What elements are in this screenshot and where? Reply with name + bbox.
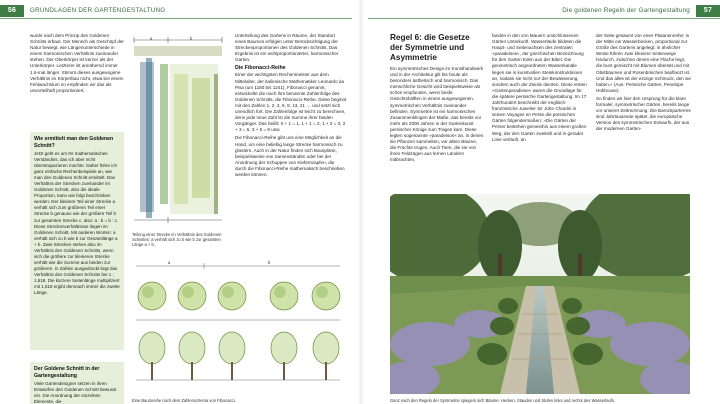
fig-label-a-top: a xyxy=(150,36,153,41)
rule6-heading: Regel 6: die Gesetze der Symmetrie und Asymmetrie xyxy=(390,33,470,62)
right-col3 xyxy=(596,33,692,135)
box1-heading: Wie ermittelt man den Goldenen Schnitt? xyxy=(34,136,114,149)
fibonacci-tree-drawing xyxy=(130,262,346,396)
golden-ratio-box xyxy=(30,132,124,350)
right-col2-text: fanden in den von Mauern umschlossenen Gärten Unterkunft. Wasserläufe bildeten die Haupt- und Seitenachsen des zentralen »paradeisos«, der griechischen Bezeichnung für den Garten Eden aus der Bibel. Die geometrisch angeordneten Wasserkanäle liegen sie in kunstvollen Steinkonstruktionen an, sodass sie nicht nur der Bewässerung, sondern auch der Zierde dienten. Diese ersten »Gartenparadiese« waren die Grundlage für die spätere persische Gartengestaltung. Im 17. Jahrhundert beschreibt der englisch-französische Juwelier Sir John Chardin in seinen Voyages en Perse die persischen Gärten folgendermaßen: »Die Gärten der Perser bestehen gemeinhin aus einem großen Weg, der den Garten zweiteilt und in gerader Linie verläuft, an xyxy=(492,33,588,142)
fibonacci-tree-figure xyxy=(130,262,346,396)
right-col3-text-2: So finden wir hier den Ursprung für die klare formaler, symmetrischer Gärten, bereits lange vor unserer Zeitrechnung. Die Barockparterres sind Jahrtausende später, die europäische Version des symmetrischen Entwurfs, der aus der modernen Garten- xyxy=(596,95,691,132)
left-header-rule xyxy=(0,18,352,19)
fibonacci-text-2: Die Fibonacci-Reihe gibt uns eine Möglichkeit an die Hand, um eine beliebig lange Strecke harmonisch zu gliedern. Auch in der Natur finden sich Bauspläne, beispielsweise von Samenständen oder bei der Anordnung der Schuppen von Kiefernzapfen, die durch die Fibonacci-Reihe mathematisch beschrieben werden können. xyxy=(235,135,345,177)
box2-heading: Der Goldene Schnitt in der Gartengestaltung xyxy=(34,366,100,379)
fig2-label-b: b xyxy=(268,260,271,265)
left-running-title: GRUNDLAGEN DER GARTENGESTALTUNG xyxy=(30,7,166,14)
left-page-header xyxy=(0,5,356,17)
left-page-number: 56 xyxy=(0,5,24,17)
fig2-caption: Eine Baumreihe nach dem Zahlenschema von Fibonacci. xyxy=(132,398,236,403)
garden-photo-illustration xyxy=(390,194,690,394)
right-col1-text: Ein symmetrisches Design im Kunsthandwerk und in der Architektur gilt bis heute als besonders ästhetisch und harmonisch. Das menschliche Gesicht wird beispielsweise als schön empfunden, wenn beide Gesichtshälften in einem ausgewogenen, symmetrischen Verhältnis zueinander befinden. Symmetrie ist ein harmonisches Zusammenklingen der Maße, das bereits vor mehr als 2000 Jahren in der Gartenkunst persischer Könige zum Tragen kam. Diese legten sogenannte »paradeisos« an, in denen sie Pflanzen sammelten, vor allem Bäume, die Früchte trugen. Auch Tiere, die sie von ihren Feldzügen aus fernen Ländern mitbrachten, xyxy=(390,66,484,163)
left-col3-text xyxy=(235,33,347,180)
fig2-label-a: a xyxy=(168,260,171,265)
book-gutter xyxy=(358,0,364,404)
fibonacci-text-1: Einer der wichtigsten Rechenmeister aus dem Mittelalter, der italienische Mathematiker Leonardo da Pisa (um 1180 bis 1241), Fibonacci genannt, entwickelte die nach ihm benannte Zahlenfolge des Goldenen Schnitts, die Fibonacci-Reihe. Diese beginnt mit den Zahlen 1, 2, 3, 5, 8, 13, 21 … und setzt sich unendlich fort. Die Zahlenfolge ist leicht zu berechnen, denn jede neue Zahl ist die Summe ihrer beiden Vorgänger. Das heißt: 0 + 1 = 1, 1 + 1 = 2, 1 + 2 = 3, 2 + 3 = 5, 3 + 5 = 8 usw. xyxy=(235,72,347,133)
box2-text: Viele Gartendesigner setzen in ihren Entwürfen den Goldenen Schnitt bewusst ein. Die Anordnung der einzelnen Elemente, die xyxy=(34,381,117,404)
box1-text: Jetzt geht es um Ihr mathematisches Verständnis, das ich aber nicht überstrapazieren möchte. Daher führe ich ganz einfache Rechenbeispiele an, wie man den Goldenen Schnitt ermittelt. Das Verhältnis der Strecken zueinander im Goldenen Schnitt, also die ideale Proportion, kann wie folgt beschrieben werden: Der kleinere Teil einer Strecke a verhält sich zum größeren Teil einer Strecke b genauso wie der größere Teil b zur gesamten Strecke c, also: a : b = b : c. Diese Streckenverhältnisse liegen im Goldenen Schnitt. Mit anderen Worten: a verhält sich zu b wie b zur Gesamtlänge a + b. Zwei Strecken stehen also im Verhältnis des Goldenen Schnitts, wenn sich die größere zur kleineren Strecke verhält wie die Summe aus beiden zur größeren. In Zahlen ausgedrückt liegt das Verhältnis des Goldenen Schnitts bei 1 : 1,618. Die kürzere Seitenlänge multipliziert mit 1,618 ergibt demnach immer die zweite Länge. xyxy=(34,151,120,296)
right-col1 xyxy=(390,33,484,166)
right-col2 xyxy=(492,33,588,145)
photo-caption: Ganz nach den Regeln der Symmetrie spiegeln sich Bäume, Hecken, Stauden und Stufen links und rechts des Wasserlaufs. xyxy=(390,398,616,403)
left-col1-intro xyxy=(30,33,124,96)
right-running-title: Die goldenen Regeln der Gartengestaltung xyxy=(562,7,690,14)
golden-section-drawing xyxy=(130,34,226,230)
right-col3-text-1: der Seite gesäumt von einer Platanenreihe; in der Mitte ein Wasserbecken, proportional zur Größe des Gartens angelegt; in ähnlicher Weise führen zwei kleinere Seitenwege hindurch, zwischen denen eine Fläche liegt, die bunt gemischt mit Blumen übersät und mit Obstbäumen und Rosenbüschen bepflanzt ist. Und das alles ist der einzige Schmuck, den sie haben.« (Aus: Persische Gärten, Penelope Hobhouse) xyxy=(596,33,691,93)
golden-ratio-garden-box xyxy=(30,362,124,404)
fig1-caption: Teilung einer Strecke im Verhältnis des Goldenen Schnittes: a verhält sich zu b wie b zur gesamten Länge a + b. xyxy=(132,232,222,248)
right-header-rule xyxy=(368,18,720,19)
fibonacci-heading: Die Fibonacci-Reihe xyxy=(235,65,286,72)
col3-intro: Unterteilung des Gartens in Räume, der Standort eines Baumes erfolgen unter Berücksichtigung der Streckenproportionen des Goldenen Schnitts. Das Ergebnis ist ein wohlproportionierter, harmonischer Garten. xyxy=(235,33,339,63)
symmetric-garden-photo xyxy=(390,194,690,394)
left-intro-paragraph: wurde nach dem Prinzip des Goldenen Schnitts erbaut. Der Mensch als Geschöpf der Natur bewegt, wie Längenunterschiede in einem harmonischen Verhältnis zueinander stehen. Der Oberkörper ist kürzer als der Unterkörper. Letzterer ist annähernd immer 1,6-mal länger. Stimmt dieses ausgewogene Verhältnis im Körperbau nicht, etwa bei einem Fehlwachstum so empfinden wir das als unvorteilhaft proportioniert. xyxy=(30,33,124,93)
fig-label-b-top: b xyxy=(190,36,193,41)
golden-section-figure xyxy=(130,34,226,230)
right-page-header xyxy=(364,5,720,17)
right-page-number: 57 xyxy=(696,5,720,17)
